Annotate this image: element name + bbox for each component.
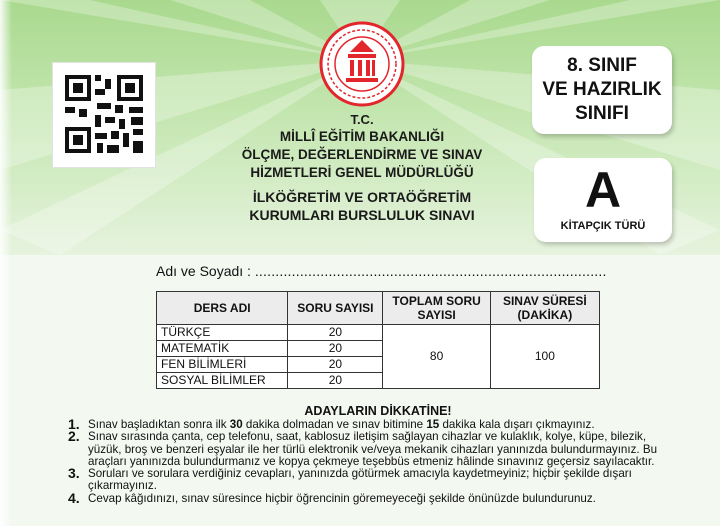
- header-line-ministry: MİLLÎ EĞİTİM BAKANLIĞI: [279, 129, 445, 144]
- subject-cell: TÜRKÇE: [157, 325, 288, 341]
- booklet-type-box: [534, 158, 672, 242]
- count-cell: 20: [288, 341, 383, 357]
- exam-title-line-1: İLKÖĞRETİM VE ORTAÖĞRETİM: [252, 189, 472, 205]
- table-header-subject: DERS ADI: [157, 292, 288, 325]
- rule-text: Soruları ve sorulara verdiğiniz cevapları, yanınızda götürmek amacıyla kaydetmeyiniz; hiçbir şekilde dışarı çıkarmayınız.: [88, 467, 632, 493]
- left-page-edge: [0, 0, 12, 526]
- count-cell: 20: [288, 357, 383, 373]
- exam-title-line-2: KURUMLARI BURSLULUK SINAVI: [249, 207, 475, 223]
- rule-number: 2.: [68, 428, 80, 445]
- booklet-label: KİTAPÇIK TÜRÜ: [560, 220, 646, 232]
- subject-cell: MATEMATİK: [157, 341, 288, 357]
- name-field[interactable]: [156, 263, 607, 279]
- table-header-count: SORU SAYISI: [288, 292, 383, 325]
- rule-text-part: dakika kala dışarı çıkmayınız.: [439, 418, 595, 431]
- count-cell: 20: [288, 373, 383, 389]
- table-row: [157, 325, 600, 341]
- header-line-directorate-1: ÖLÇME, DEĞERLENDİRME VE SINAV: [241, 147, 483, 162]
- warnings-title: ADAYLARIN DİKKATİNE!: [304, 404, 452, 418]
- rule-text: Sınav sırasında çanta, cep telefonu, saat, kablosuz iletişim sağlayan cihazlar ve kulaklık, kolye, küpe, bilezik, yüzük, broş ve benzeri eşyalar ile her türlü elektronik ve/veya mekanik cihazları yanınızda bulundurmayınız. Bu araçları yanınızda bulundurmanız ve kopya çekmeye teşebbüs etmeniz hâlinde sınavınız geçersiz sayılacaktır.: [88, 430, 658, 468]
- count-cell: 20: [288, 325, 383, 341]
- rule-number: 1.: [68, 416, 80, 432]
- booklet-letter: A: [584, 162, 622, 218]
- subject-cell: SOSYAL BİLİMLER: [157, 373, 288, 389]
- list-item: [66, 489, 676, 506]
- total-cell: 80: [383, 325, 490, 389]
- grade-level-box: [532, 46, 672, 134]
- rule-text-bold: 30: [229, 418, 243, 431]
- grade-line-3: SINIFI: [575, 103, 629, 124]
- warnings-list: [66, 416, 676, 506]
- header-line-directorate-2: HİZMETLERİ GENEL MÜDÜRLÜĞÜ: [250, 165, 474, 180]
- grade-line-1: 8. SINIF: [567, 55, 637, 76]
- name-field-dots: ......................................................................................: [254, 263, 607, 279]
- header-line-tc: T.C.: [350, 112, 374, 127]
- exam-info-table: [156, 291, 600, 389]
- rule-number: 3.: [68, 465, 80, 482]
- table-header-total: TOPLAM SORU SAYISI: [383, 292, 490, 325]
- rule-number: 4.: [68, 489, 80, 506]
- subject-cell: FEN BİLİMLERİ: [157, 357, 288, 373]
- rule-text-part: Sınav başladıktan sonra ilk: [88, 418, 230, 431]
- ministry-emblem-icon: [318, 20, 406, 108]
- name-field-label: Adı ve Soyadı :: [156, 263, 251, 279]
- rule-text-part: dakika dolmadan ve sınav bitimine: [242, 418, 427, 431]
- list-item: [66, 465, 676, 493]
- rule-text-bold: 15: [426, 418, 440, 431]
- ministry-header: [230, 112, 494, 224]
- rule-text: Cevap kâğıdınızı, sınav süresince hiçbir öğrencinin göremeyeceği şekilde önünüzde bulundurunuz.: [88, 491, 596, 505]
- list-item: [66, 428, 676, 468]
- table-header-duration: SINAV SÜRESİ (DAKİKA): [490, 292, 599, 325]
- grade-line-2: VE HAZIRLIK: [542, 79, 662, 100]
- table-header-row: [157, 292, 600, 325]
- qr-code-icon: [52, 62, 156, 168]
- duration-cell: 100: [490, 325, 599, 389]
